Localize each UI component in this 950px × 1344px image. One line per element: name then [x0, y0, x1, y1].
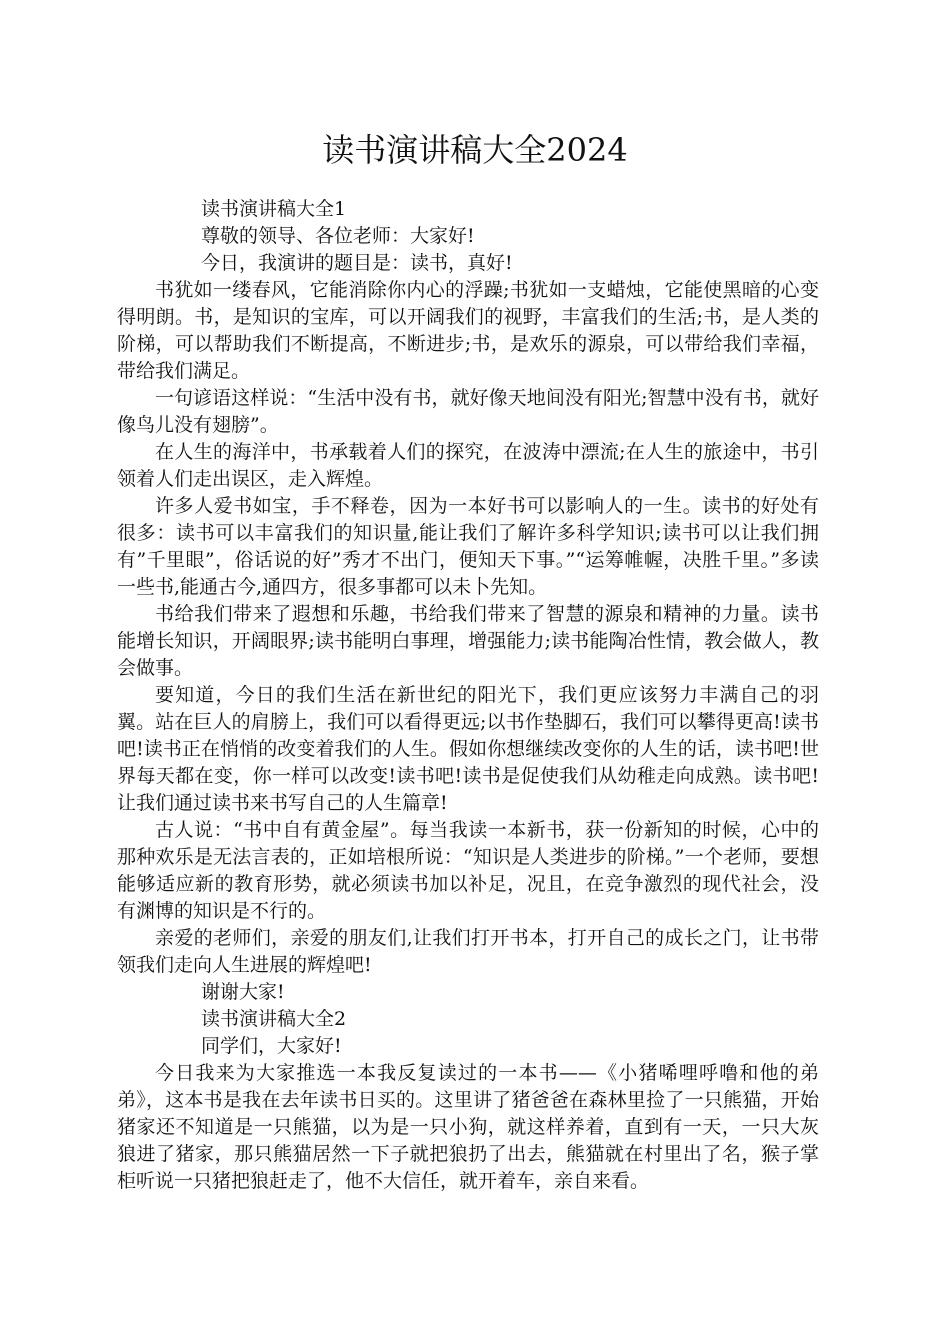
- body-paragraph: 古人说：“书中自有黄金屋”。每当我读一本新书，获一份新知的时候，心中的那种欢乐是无法言表的，正如培根所说：“知识是人类进步的阶梯。”一个老师，要想能够适应新的教育形势，就必须读书加以补足，况且，在竞争激烈的现代社会，没有渊博的知识是不行的。: [117, 819, 819, 922]
- body-paragraph: 亲爱的老师们，亲爱的朋友们,让我们打开书本，打开自己的成长之门，让书带领我们走向人生进展的辉煌吧!: [117, 927, 819, 976]
- body-paragraph: 许多人爱书如宝，手不释卷，因为一本好书可以影响人的一生。读书的好处有很多：读书可以丰富我们的知识量,能让我们了解许多科学知识;读书可以让我们拥有”千里眼”，俗话说的好”秀才不出门，便知天下事。”“运筹帷幄，决胜千里。”多读一些书,能通古今,通四方，很多事都可以未卜先知。: [117, 495, 819, 598]
- body-paragraph: 一句谚语这样说：“生活中没有书，就好像天地间没有阳光;智慧中没有书，就好像鸟儿没有翅膀”。: [117, 387, 819, 436]
- speech-topic: 今日，我演讲的题目是：读书，真好!: [201, 252, 513, 274]
- section-heading: 读书演讲稿大全2: [201, 1008, 347, 1030]
- salutation: 同学们，大家好!: [201, 1035, 342, 1057]
- salutation: 尊敬的领导、各位老师：大家好!: [201, 225, 475, 247]
- section-heading: 读书演讲稿大全1: [201, 198, 347, 220]
- body-paragraph: 书犹如一缕春风，它能消除你内心的浮躁;书犹如一支蜡烛，它能使黑暗的心变得明朗。书，是知识的宝库，可以开阔我们的视野，丰富我们的生活;书，是人类的阶梯，可以帮助我们不断提高，不断进步;书，是欢乐的源泉，可以带给我们幸福，带给我们满足。: [117, 279, 819, 382]
- body-paragraph: 今日我来为大家推选一本我反复读过的一本书——《小猪唏哩呼噜和他的弟弟》，这本书是我在去年读书日买的。这里讲了猪爸爸在森林里捡了一只熊猫，开始猪家还不知道是一只熊猫，以为是一只小狗，就这样养着，直到有一天，一只大灰狼进了猪家，那只熊猫居然一下子就把狼扔了出去，熊猫就在村里出了名，猴子掌柜听说一只猪把狼赶走了，他不大信任，就开着车，亲自来看。: [117, 1062, 819, 1192]
- closing-thanks: 谢谢大家!: [201, 981, 285, 1003]
- document-body: [117, 196, 819, 1195]
- body-paragraph: 要知道，今日的我们生活在新世纪的阳光下，我们更应该努力丰满自己的羽翼。站在巨人的肩膀上，我们可以看得更远;以书作垫脚石，我们可以攀得更高!读书吧!读书正在悄悄的改变着我们的人生。假如你想继续改变你的人生的话，读书吧!世界每天都在变，你一样可以改变!读书吧!读书是促使我们从幼稚走向成熟。读书吧!让我们通过读书来书写自己的人生篇章!: [117, 684, 819, 814]
- document-title: 读书演讲稿大全2024: [322, 131, 628, 169]
- body-paragraph: 书给我们带来了遐想和乐趣，书给我们带来了智慧的源泉和精神的力量。读书能增长知识，开阔眼界;读书能明白事理，增强能力;读书能陶冶性情，教会做人，教会做事。: [117, 603, 819, 679]
- body-paragraph: 在人生的海洋中，书承载着人们的探究，在波涛中漂流;在人生的旅途中，书引领着人们走出误区，走入辉煌。: [117, 441, 819, 490]
